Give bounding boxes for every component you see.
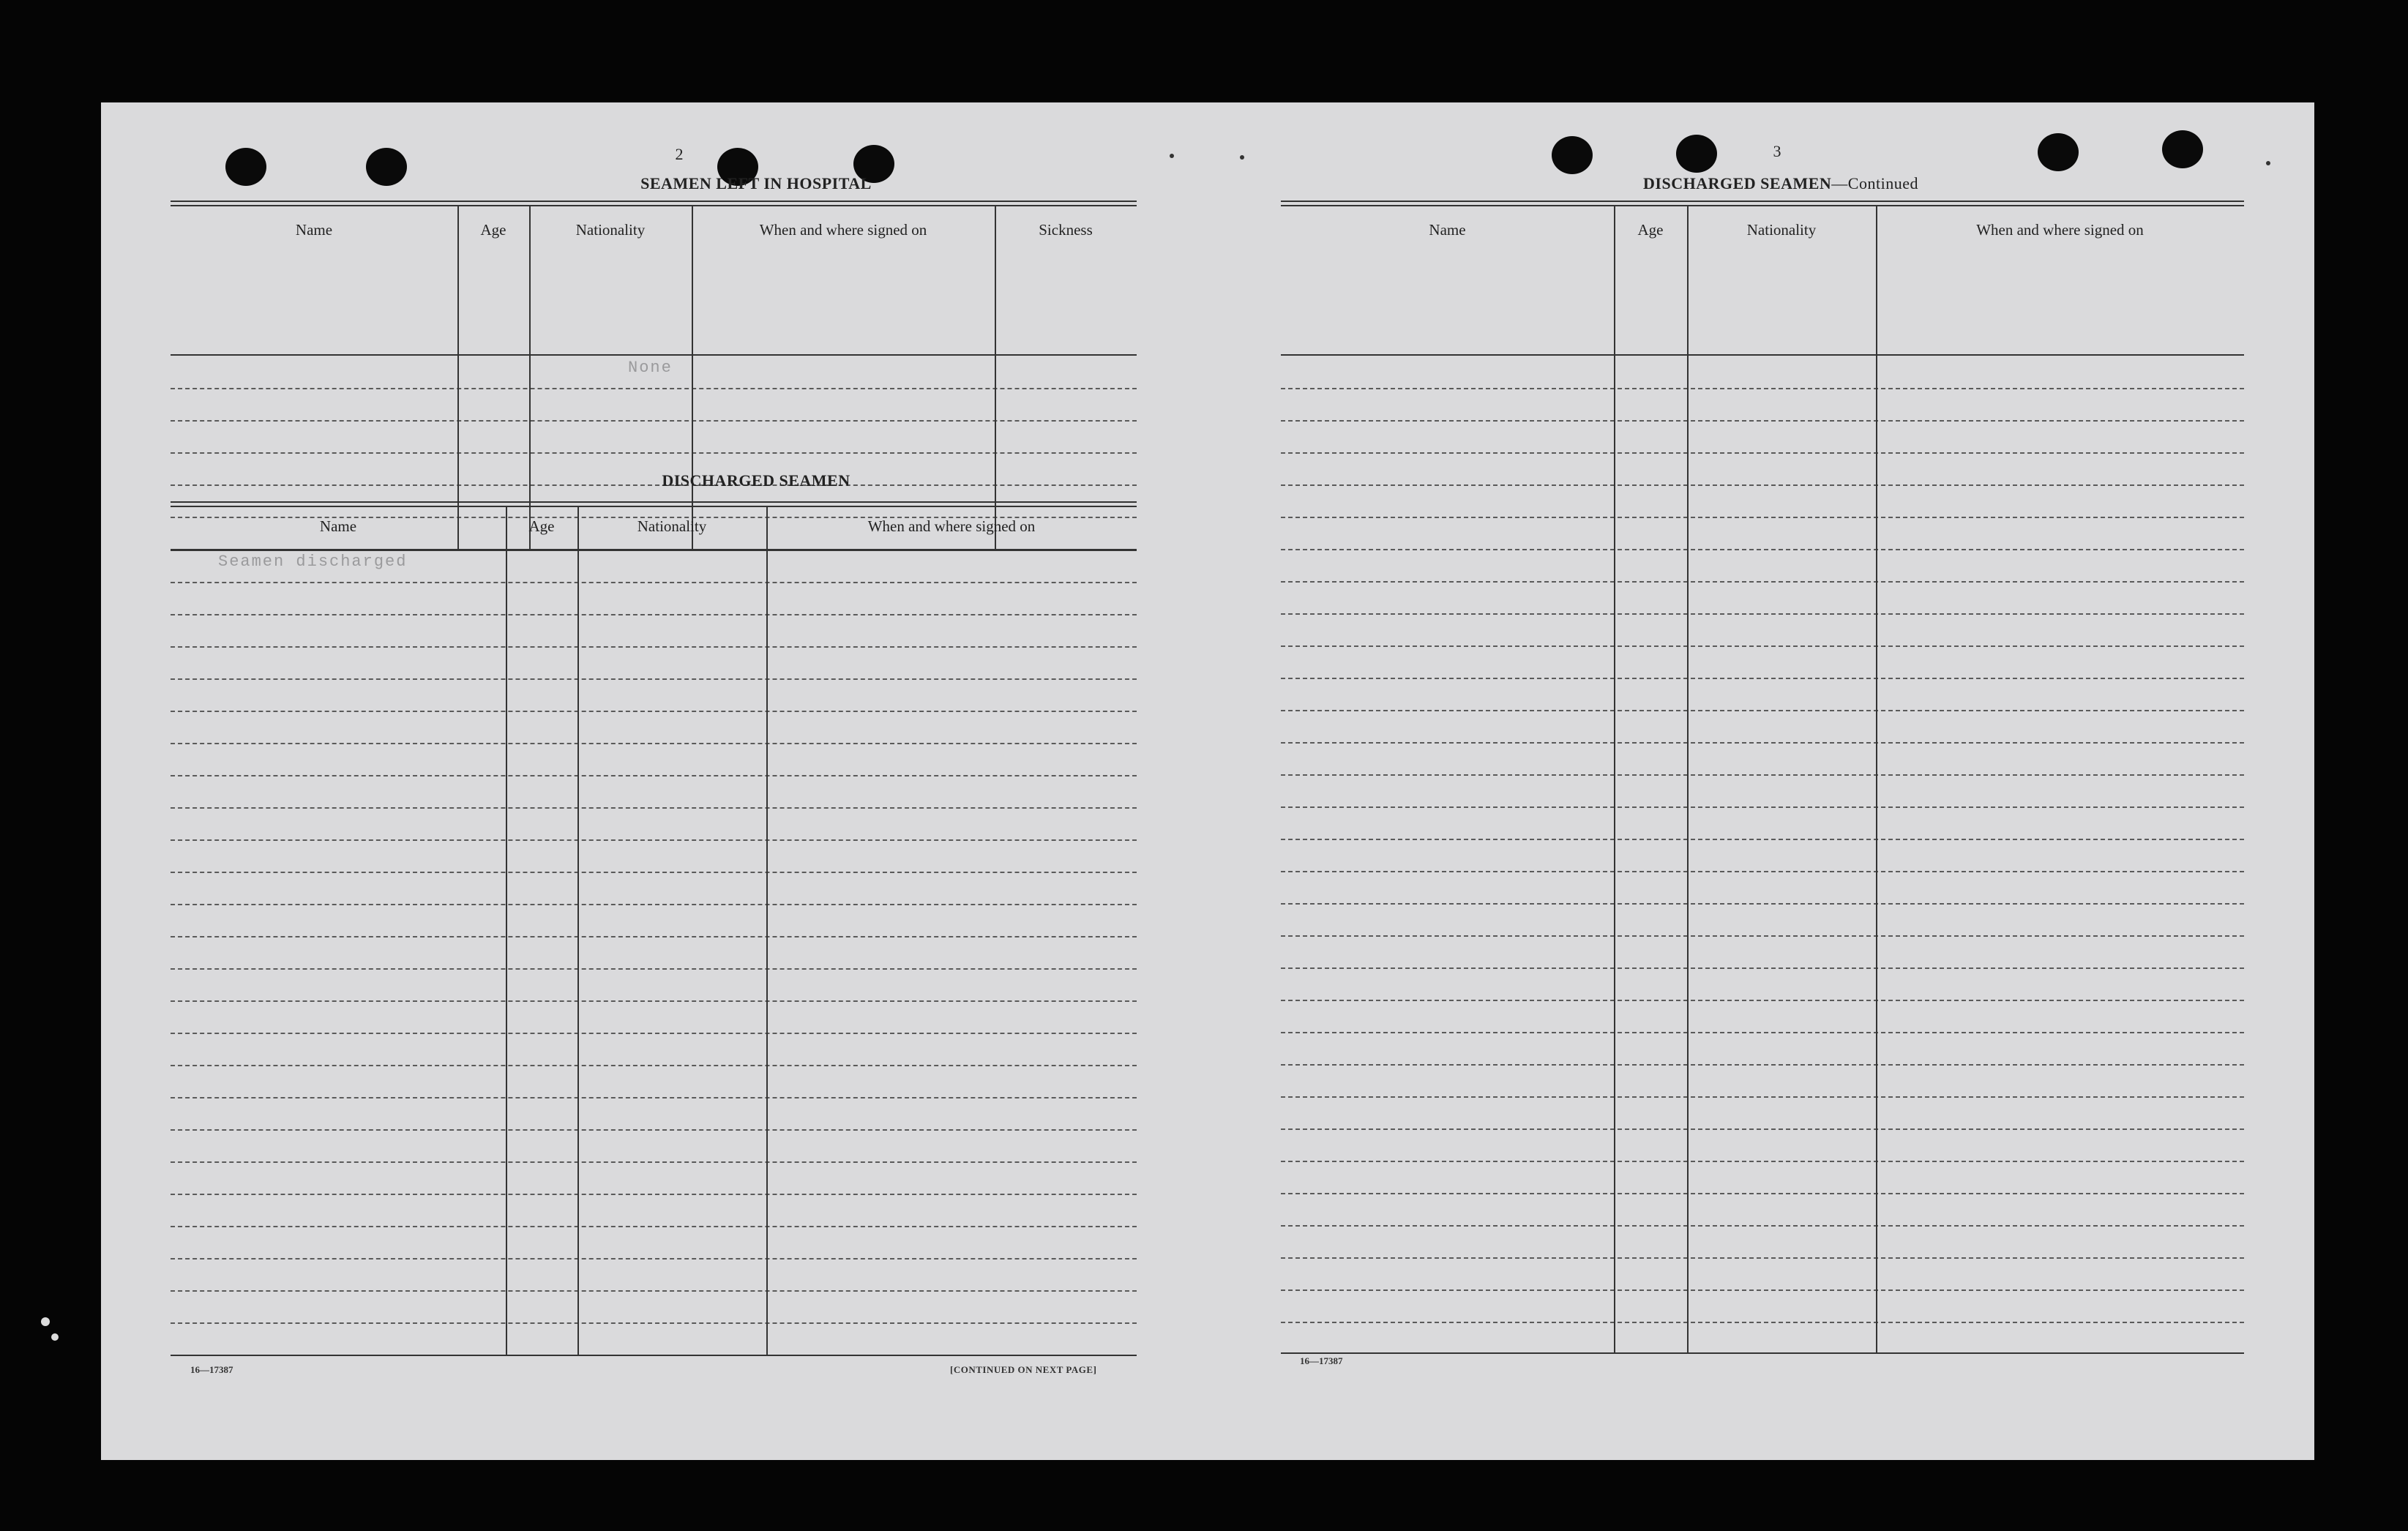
row-rule xyxy=(171,1290,1137,1292)
row-rule xyxy=(171,807,1137,809)
row-rule xyxy=(1281,420,2244,422)
row-rule xyxy=(171,678,1137,680)
column-divider xyxy=(506,507,507,1355)
row-rule xyxy=(1281,839,2244,840)
punch-hole xyxy=(1676,135,1717,173)
column-header-sickness: Sickness xyxy=(1039,221,1093,239)
section-title-continued: —Continued xyxy=(1831,174,1918,192)
speck xyxy=(51,1333,59,1341)
row-rule xyxy=(1281,1064,2244,1066)
row-rule xyxy=(1281,645,2244,647)
punch-hole xyxy=(1552,136,1593,174)
column-divider xyxy=(766,507,768,1355)
row-rule xyxy=(1281,678,2244,679)
row-rule xyxy=(1281,742,2244,744)
row-rule xyxy=(171,1097,1137,1098)
page-number: 2 xyxy=(675,145,684,163)
discharged-entry: Seamen discharged xyxy=(218,553,408,571)
row-rule xyxy=(171,614,1137,615)
row-rule xyxy=(1281,871,2244,872)
section-title-discharged: DISCHARGED SEAMEN xyxy=(662,471,850,490)
row-rule xyxy=(171,452,1137,454)
section-title-discharged-continued xyxy=(1565,174,1997,193)
punch-hole xyxy=(2162,130,2203,168)
column-header-signed-on: When and where signed on xyxy=(759,221,927,239)
column-header-nationality: Nationality xyxy=(637,517,707,535)
column-header-age: Age xyxy=(1637,221,1664,239)
page-number: 3 xyxy=(1773,142,1781,160)
row-rule xyxy=(171,711,1137,712)
row-rule xyxy=(171,1161,1137,1163)
column-header-nationality: Nationality xyxy=(575,221,646,239)
discharged-continued-table xyxy=(1281,201,2244,1357)
document-paper xyxy=(101,102,2314,1460)
column-header-nationality: Nationality xyxy=(1746,221,1817,239)
punch-hole xyxy=(225,148,266,186)
row-rule xyxy=(1281,1032,2244,1033)
row-rule xyxy=(171,1000,1137,1002)
table-top-rule xyxy=(1281,201,2244,206)
column-divider xyxy=(692,206,693,549)
continued-note: [CONTINUED ON NEXT PAGE] xyxy=(950,1364,1097,1375)
row-rule xyxy=(1281,806,2244,808)
row-rule xyxy=(171,904,1137,905)
form-number: 16—17387 xyxy=(190,1364,233,1375)
column-header-name: Name xyxy=(295,221,333,239)
column-header-signed-on: When and where signed on xyxy=(867,517,1036,535)
row-rule xyxy=(171,1226,1137,1227)
column-divider xyxy=(577,507,579,1355)
column-divider xyxy=(1876,206,1877,1352)
column-divider xyxy=(529,206,531,549)
speck xyxy=(41,1317,50,1326)
row-rule xyxy=(1281,1000,2244,1001)
column-divider xyxy=(1687,206,1689,1352)
header-rule xyxy=(171,354,1137,356)
row-rule xyxy=(1281,1161,2244,1162)
form-number: 16—17387 xyxy=(1300,1355,1343,1366)
row-rule xyxy=(1281,1193,2244,1194)
row-rule xyxy=(171,420,1137,422)
column-header-age: Age xyxy=(528,517,555,535)
row-rule xyxy=(1281,581,2244,583)
row-rule xyxy=(171,839,1137,841)
punch-hole xyxy=(2038,133,2079,171)
row-rule xyxy=(1281,1096,2244,1098)
row-rule xyxy=(1281,517,2244,518)
row-rule xyxy=(1281,613,2244,615)
hospital-entry: None xyxy=(628,359,673,377)
row-rule xyxy=(1281,967,2244,969)
speck xyxy=(2266,161,2270,165)
column-header-name: Name xyxy=(1429,221,1466,239)
row-rule xyxy=(171,743,1137,744)
row-rule xyxy=(171,388,1137,389)
table-top-rule xyxy=(171,501,1137,507)
row-rule xyxy=(171,968,1137,970)
row-rule xyxy=(1281,1128,2244,1130)
header-rule xyxy=(1281,354,2244,356)
row-rule xyxy=(171,1033,1137,1034)
row-rule xyxy=(1281,935,2244,937)
row-rule xyxy=(171,775,1137,776)
column-header-age: Age xyxy=(480,221,506,239)
row-rule xyxy=(171,1129,1137,1131)
column-divider xyxy=(457,206,459,549)
row-rule xyxy=(1281,1257,2244,1259)
row-rule xyxy=(1281,549,2244,550)
table-bottom-rule xyxy=(1281,1352,2244,1354)
table-top-rule xyxy=(171,201,1137,206)
hospital-table xyxy=(171,201,1137,452)
row-rule xyxy=(1281,1225,2244,1227)
row-rule xyxy=(171,1258,1137,1259)
punch-hole xyxy=(366,148,407,186)
row-rule xyxy=(1281,1289,2244,1291)
section-title-main: DISCHARGED SEAMEN xyxy=(1643,174,1832,192)
row-rule xyxy=(171,1065,1137,1066)
discharged-table xyxy=(171,501,1137,1361)
speck xyxy=(1170,154,1174,158)
column-header-name: Name xyxy=(319,517,357,535)
speck xyxy=(1240,155,1244,160)
row-rule xyxy=(1281,710,2244,711)
row-rule xyxy=(1281,774,2244,776)
header-rule xyxy=(171,550,1137,551)
section-title-hospital: SEAMEN LEFT IN HOSPITAL xyxy=(640,174,872,192)
row-rule xyxy=(1281,388,2244,389)
column-header-signed-on: When and where signed on xyxy=(1976,221,2144,239)
row-rule xyxy=(171,646,1137,648)
table-bottom-rule xyxy=(171,1355,1137,1356)
row-rule xyxy=(171,1194,1137,1195)
row-rule xyxy=(171,1322,1137,1324)
row-rule xyxy=(171,936,1137,937)
row-rule xyxy=(171,872,1137,873)
row-rule xyxy=(1281,484,2244,486)
row-rule xyxy=(171,582,1137,583)
row-rule xyxy=(1281,452,2244,454)
row-rule xyxy=(1281,1322,2244,1323)
column-divider xyxy=(995,206,996,549)
column-divider xyxy=(1614,206,1615,1352)
row-rule xyxy=(1281,903,2244,905)
